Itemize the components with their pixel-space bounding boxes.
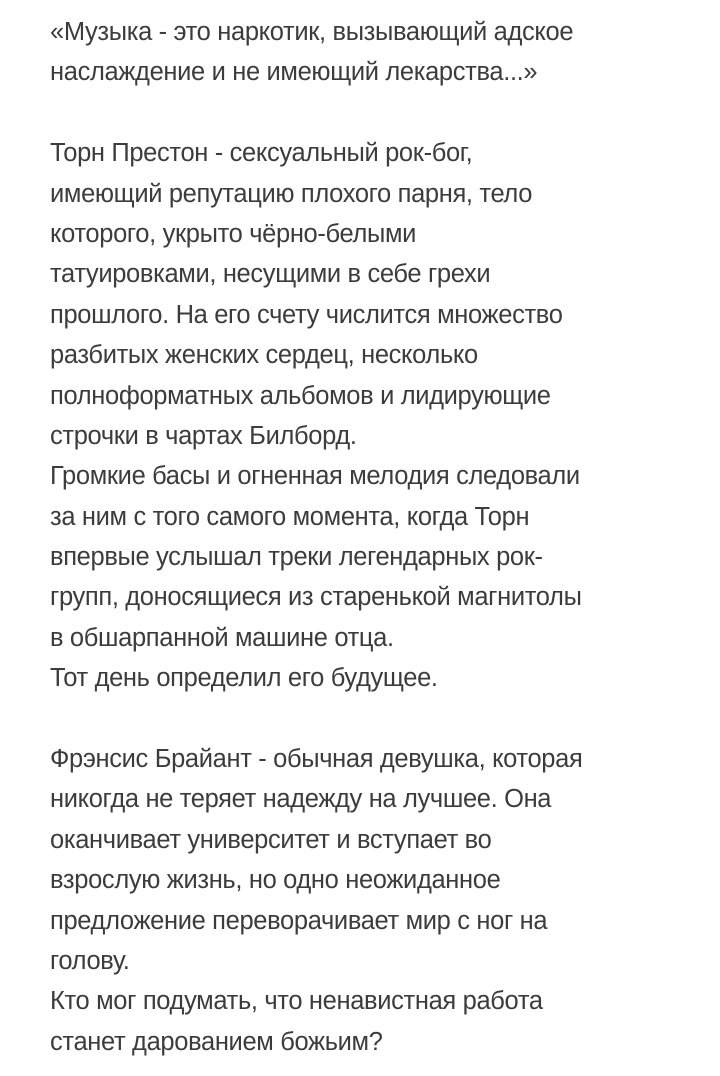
text-line: которого, укрыто чёрно-белыми (50, 219, 417, 248)
text-line: никогда не теряет надежду на лучшее. Она (50, 785, 552, 814)
epigraph-quote (50, 12, 700, 93)
text-line: «Музыка - это наркотик, вызывающий адское (50, 18, 574, 46)
text-line: разбитых женских сердец, несколько (50, 341, 478, 370)
text-line: впервые услышал треки легендарных рок- (50, 543, 543, 572)
text-line: наслаждение и не имеющий лекарства...» (50, 58, 538, 87)
paragraph-question (50, 981, 700, 1062)
text-line: имеющий репутацию плохого парня, тело (50, 179, 533, 208)
text-line: Кто мог подумать, что ненавистная работа (50, 987, 543, 1016)
text-line: в обшарпанной машине отца. (50, 623, 394, 652)
paragraph-gap (50, 699, 700, 739)
text-line: оканчивает университет и вступает во (50, 825, 492, 854)
paragraph-francis (50, 739, 700, 981)
text-line: голову. (50, 946, 130, 975)
text-line: взрослую жизнь, но одно неожиданное (50, 866, 501, 895)
text-line: Тот день определил его будущее. (50, 664, 438, 693)
text-line: татуировками, несущими в себе грехи (50, 260, 491, 289)
text-line: Торн Престон - сексуальный рок-бог, (50, 139, 473, 168)
paragraph-bass (50, 456, 700, 658)
paragraph-future (50, 658, 700, 698)
paragraph-torn-intro (50, 133, 700, 456)
text-line: за ним с того самого момента, когда Торн (50, 502, 530, 531)
text-line: полноформатных альбомов и лидирующие (50, 381, 551, 410)
text-line: предложение переворачивает мир с ног на (50, 906, 548, 935)
text-line: прошлого. На его счету числится множество (50, 300, 563, 329)
text-line: групп, доносящиеся из старенькой магнитолы (50, 583, 582, 612)
text-line: Громкие басы и огненная мелодия следовали (50, 462, 580, 491)
text-line: станет дарованием божьим? (50, 1027, 383, 1056)
text-line: строчки в чартах Билборд. (50, 421, 357, 450)
text-line: Фрэнсис Брайант - обычная девушка, которая (50, 745, 583, 774)
paragraph-gap (50, 93, 700, 133)
